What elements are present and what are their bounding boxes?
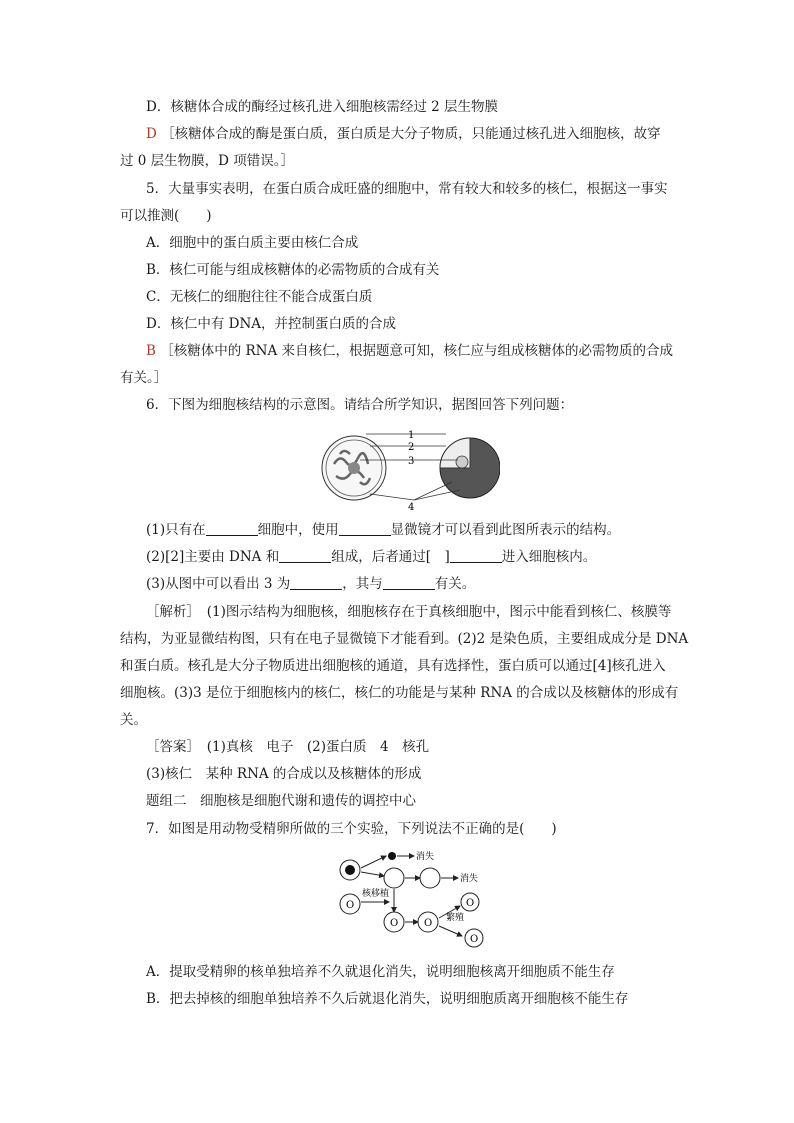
question-5: 5．大量事实表明，在蛋白质合成旺盛的细胞中，常有较大和较多的核仁，根据这一事实 xyxy=(146,181,668,197)
answer-text: ［核糖体中的 RNA 来自核仁，根据题意可知，核仁应与组成核糖体的必需物质的合成 xyxy=(160,343,674,359)
analysis-q6-cont3: 细胞核。(3)3 是位于细胞核内的核仁，核仁的功能是与某种 RNA 的合成以及核糖体的形成有 xyxy=(120,685,679,701)
svg-text:O: O xyxy=(470,934,479,945)
answer-letter: D xyxy=(146,126,157,142)
question-5-cont: 可以推测( ) xyxy=(120,208,212,224)
egg-experiment-diagram xyxy=(334,850,494,948)
fig1-label-2: 2 xyxy=(408,442,415,453)
analysis-q6-cont4: 关。 xyxy=(120,712,147,728)
svg-text:O: O xyxy=(346,900,355,911)
svg-text:O: O xyxy=(390,918,399,929)
option-a-q7: A．提取受精卵的核单独培养不久就退化消失，说明细胞核离开细胞质不能生存 xyxy=(146,964,615,980)
question-6-part3: (3)从图中可以看出 3 为 ，其与 有关。 xyxy=(146,576,476,592)
section-heading: 题组二 细胞核是细胞代谢和遗传的调控中心 xyxy=(146,793,416,809)
label-disappear-top: 消失 xyxy=(416,852,435,862)
answer-q4 xyxy=(146,125,706,143)
answer-letter: B xyxy=(146,343,156,359)
answer-text: ［核糖体合成的酶是蛋白质，蛋白质是大分子物质，只能通过核孔进入细胞核，故穿 xyxy=(161,126,661,142)
fig1-label-4: 4 xyxy=(408,502,415,513)
blank xyxy=(339,522,391,536)
question-6-part2: (2)[2]主要由 DNA 和 组成，后者通过[ ] 进入细胞核内。 xyxy=(146,549,597,565)
blank xyxy=(206,522,258,536)
option-d-q4: D．核糖体合成的酶经过核孔进入细胞核需经过 2 层生物膜 xyxy=(146,99,498,115)
fig1-label-1: 1 xyxy=(408,430,415,441)
label-disappear-mid: 消失 xyxy=(460,874,479,884)
answer-q6: ［答案］ (1)真核 电子 (2)蛋白质 4 核孔 xyxy=(146,739,430,755)
analysis-q6-cont2: 和蛋白质。核孔是大分子物质进出细胞核的通道，具有选择性，蛋白质可以通过[4]核孔进入 xyxy=(120,658,666,674)
answer-q4-cont: 过 0 层生物膜，D 项错误。］ xyxy=(120,153,295,169)
question-6-part1: (1)只有在 细胞中，使用 显微镜才可以看到此图所表示的结构。 xyxy=(146,522,621,538)
label-reproduce: 繁殖 xyxy=(446,913,465,923)
option-d-q5: D．核仁中有 DNA，并控制蛋白质的合成 xyxy=(146,316,397,332)
svg-text:O: O xyxy=(466,898,475,909)
answer-q5-cont: 有关。］ xyxy=(120,370,168,386)
blank xyxy=(279,549,331,563)
nucleus-diagram xyxy=(320,424,500,516)
option-a-q5: A．细胞中的蛋白质主要由核仁合成 xyxy=(146,235,359,251)
option-c-q5: C．无核仁的细胞往往不能合成蛋白质 xyxy=(146,289,373,305)
analysis-q6-cont1: 结构，为亚显微结构图，只有在电子显微镜下才能看到。(2)2 是染色质，主要组成成分是 DNA xyxy=(120,631,689,647)
blank xyxy=(383,576,435,590)
analysis-q6: ［解析］ (1)图示结构为细胞核，细胞核存在于真核细胞中，图示中能看到核仁、核膜等 xyxy=(146,604,672,620)
label-transplant: 核移植 xyxy=(362,889,390,899)
option-b-q5: B．核仁可能与组成核糖体的必需物质的合成有关 xyxy=(146,262,440,278)
answer-q6-cont: (3)核仁 某种 RNA 的合成以及核糖体的形成 xyxy=(146,766,422,782)
blank xyxy=(450,549,502,563)
fig1-label-3: 3 xyxy=(408,456,415,467)
svg-text:O: O xyxy=(424,918,433,929)
option-b-q7: B．把去掉核的细胞单独培养不久后就退化消失，说明细胞质离开细胞核不能生存 xyxy=(146,991,629,1007)
blank xyxy=(290,576,342,590)
question-6: 6．下图为细胞核结构的示意图。请结合所学知识，据图回答下列问题： xyxy=(146,397,574,413)
question-7: 7．如图是用动物受精卵所做的三个实验，下列说法不正确的是( ) xyxy=(146,821,557,837)
answer-q5 xyxy=(146,342,706,360)
